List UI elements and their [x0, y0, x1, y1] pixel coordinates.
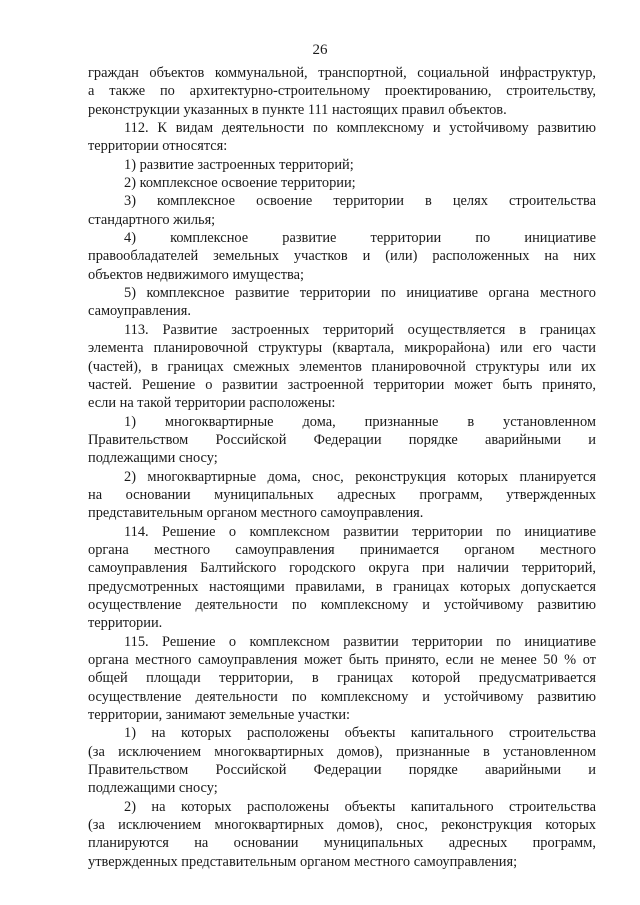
text-line: самоуправления Балтийского городского округа при наличии территорий, — [88, 560, 596, 577]
text-line: самоуправления. — [88, 303, 191, 320]
text-line: если на такой территории расположены: — [88, 395, 336, 412]
text-line: подлежащими сносу; — [88, 450, 218, 467]
text-line: территории, занимают земельные участки: — [88, 707, 351, 724]
text-line: утвержденных представительным органом местного самоуправления; — [88, 853, 518, 870]
text-line: 1) развитие застроенных территорий; — [124, 156, 354, 173]
text-line: (частей), в границах смежных элементов планировочной структуры или их — [88, 358, 596, 375]
text-line: на основании муниципальных адресных программ, утвержденных — [88, 486, 596, 503]
text-line: органа местного самоуправления может быть принято, если не менее 50 % от — [88, 652, 596, 668]
text-line: а также по архитектурно-строительному проектированию, строительству, — [88, 83, 596, 100]
text-line: объектов недвижимого имущества; — [88, 266, 304, 283]
text-line: граждан объектов коммунальной, транспортной, социальной инфраструктур, — [88, 65, 596, 81]
text-line: 5) комплексное развитие территории по инициативе органа местного — [124, 285, 596, 302]
text-line: территории. — [88, 615, 163, 632]
text-line: осуществление деятельности по комплексному и устойчивому развитию — [88, 688, 596, 705]
text-line: 1) на которых расположены объекты капитального строительства — [124, 725, 596, 742]
text-line: Правительством Российской Федерации порядке аварийными и — [88, 762, 596, 779]
text-line: элемента планировочной структуры (квартала, микрорайона) или его части — [88, 340, 596, 357]
text-line: 3) комплексное освоение территории в целях строительства — [124, 193, 596, 210]
text-line: 4) комплексное развитие территории по инициативе — [124, 230, 596, 247]
text-line: 112. К видам деятельности по комплексному и устойчивому развитию — [124, 120, 596, 137]
page-number: 26 — [312, 42, 328, 58]
text-line: 2) комплексное освоение территории; — [124, 175, 356, 192]
text-line: 113. Развитие застроенных территорий осуществляется в границах — [124, 321, 596, 338]
text-line: 1) многоквартирные дома, признанные в установленном — [124, 413, 596, 430]
text-line: осуществление деятельности по комплексному и устойчивому развитию — [88, 596, 596, 613]
text-line: (за исключением многоквартирных домов), признанные в установленном — [88, 743, 596, 760]
text-line: 115. Решение о комплексном развитии территории по инициативе — [124, 633, 596, 650]
text-line: частей. Решение о развитии застроенной территории может быть принято, — [88, 376, 596, 393]
text-line: общей площади территории, в границах которой предусматривается — [88, 670, 596, 687]
text-line: реконструкции указанных в пункте 111 настоящих правил объектов. — [88, 101, 507, 118]
text-line: Правительством Российской Федерации порядке аварийными и — [88, 431, 596, 448]
text-line: органа местного самоуправления принимается органом местного — [88, 541, 596, 558]
text-line: территории относятся: — [88, 138, 228, 155]
text-line: представительным органом местного самоуправления. — [88, 505, 424, 522]
text-line: (за исключением многоквартирных домов), снос, реконструкция которых — [88, 817, 596, 834]
text-line: 2) на которых расположены объекты капитального строительства — [124, 798, 596, 815]
text-line: стандартного жилья; — [88, 211, 216, 228]
text-line: 2) многоквартирные дома, снос, реконструкция которых планируется — [124, 468, 596, 485]
text-line: подлежащими сносу; — [88, 780, 218, 797]
text-line: планируются на основании муниципальных адресных программ, — [88, 835, 596, 852]
text-line: 114. Решение о комплексном развитии территории по инициативе — [124, 523, 596, 540]
text-line: правообладателей земельных участков и (или) расположенных на них — [88, 248, 596, 265]
text-line: предусмотренных настоящими правилами, в границах которых допускается — [88, 578, 596, 595]
document-body — [88, 64, 596, 871]
